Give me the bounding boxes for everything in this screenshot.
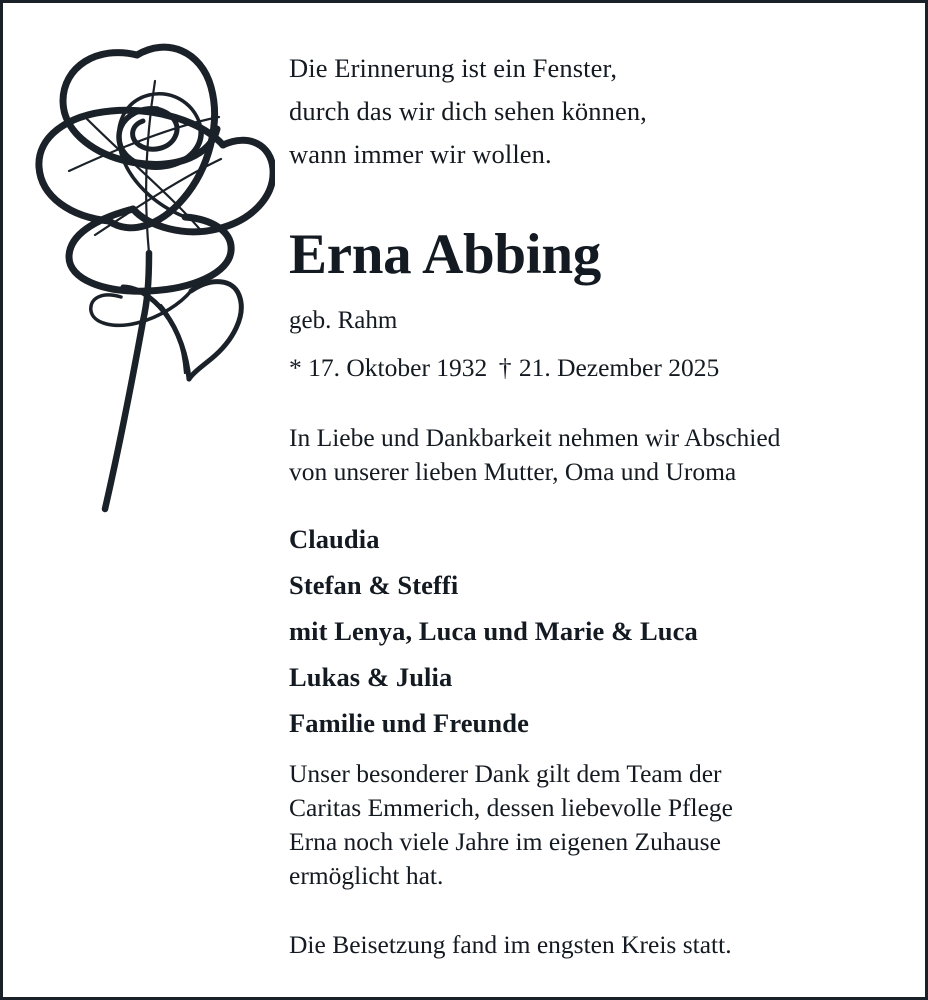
farewell-line: von unserer lieben Mutter, Oma und Uroma [289,457,737,486]
mourner-line: Stefan & Steffi [289,570,459,600]
gratitude-line: Erna noch viele Jahre im eigenen Zuhause [289,827,721,856]
farewell-message [289,421,914,489]
gratitude-line: Caritas Emmerich, dessen liebevolle Pflege [289,793,733,822]
rose-illustration-column [3,3,273,1000]
burial-note: Die Beisetzung fand im engsten Kreis statt. [289,930,732,959]
mourner-line: Lukas & Julia [289,662,453,692]
life-dates [289,353,719,384]
poem-line: durch das wir dich sehen können, [289,96,647,126]
birth-date: 17. Oktober 1932 [308,353,488,382]
birth-symbol: * [289,353,302,382]
farewell-line: In Liebe und Dankbarkeit nehmen wir Abschied [289,423,781,452]
cross-icon: † [498,353,512,382]
obituary-text-column [289,3,919,1000]
poem-line: Die Erinnerung ist ein Fenster, [289,53,618,83]
mourner-line: Claudia [289,524,380,554]
deceased-name: Erna Abbing [289,223,601,286]
poem-line: wann immer wir wollen. [289,139,552,169]
maiden-name: geb. Rahm [289,307,398,334]
gratitude-message [289,757,909,893]
memorial-poem [289,47,909,176]
rose-line-drawing-icon [25,21,275,541]
gratitude-line: ermöglicht hat. [289,861,444,890]
mourner-line: mit Lenya, Luca und Marie & Luca [289,616,698,646]
mourner-line: Familie und Freunde [289,708,529,738]
gratitude-line: Unser besonderer Dank gilt dem Team der [289,759,722,788]
death-date: 21. Dezember 2025 [518,353,720,382]
mourners-list [289,516,909,746]
